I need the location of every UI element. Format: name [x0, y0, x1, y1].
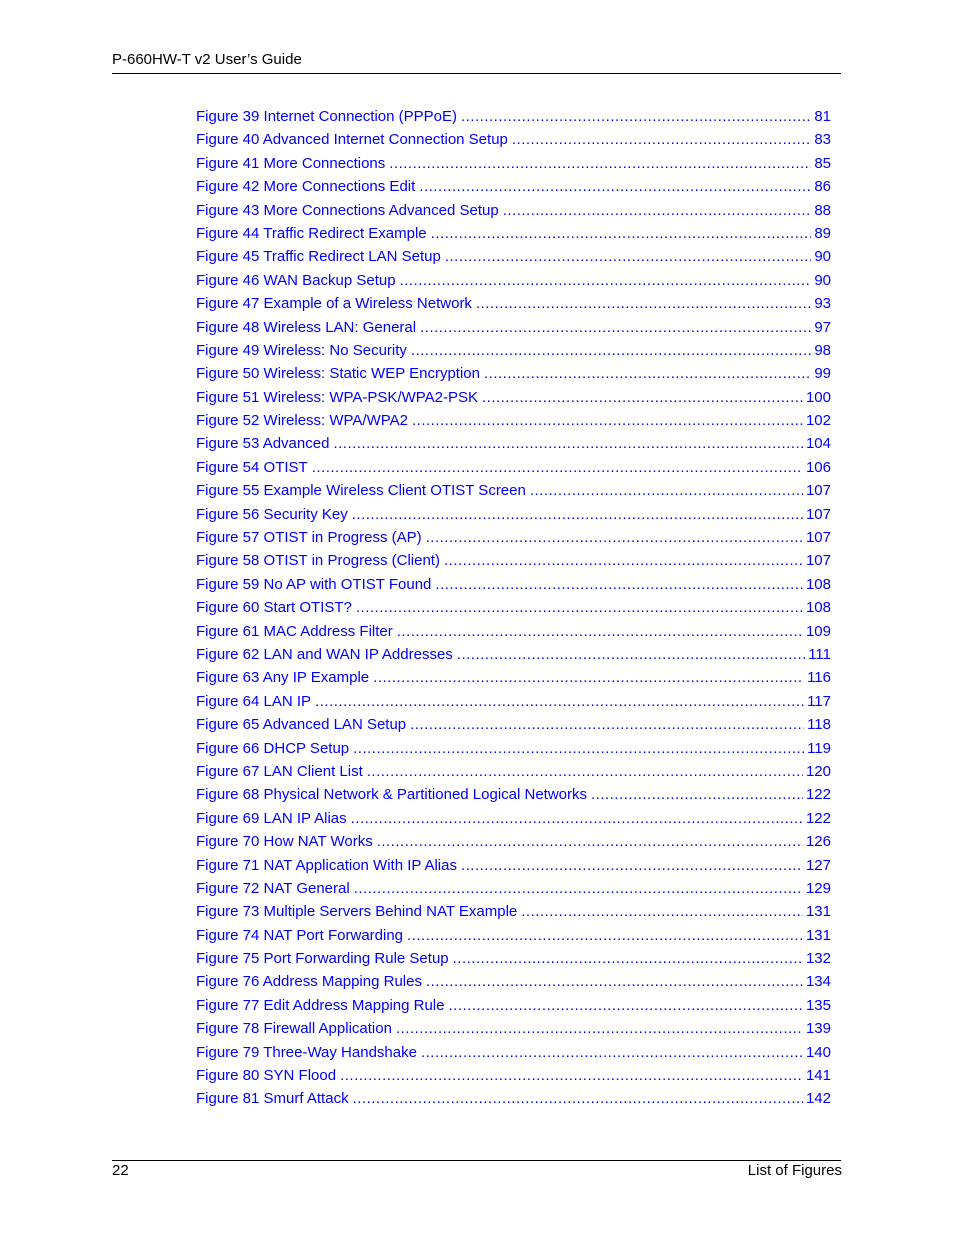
toc-entry-label: Figure 46 WAN Backup Setup: [196, 271, 396, 289]
toc-entry-page-number: 122: [805, 786, 831, 804]
toc-dot-leader: [351, 807, 803, 830]
toc-dot-leader: [521, 900, 803, 923]
toc-entry-label: Figure 70 How NAT Works: [196, 833, 373, 851]
toc-dot-leader: [367, 760, 803, 783]
footer-section-title: List of Figures: [747, 1162, 842, 1179]
toc-entry-link[interactable]: [196, 175, 831, 198]
toc-dot-leader: [315, 690, 804, 713]
toc-entry-page-number: 104: [805, 435, 831, 453]
toc-dot-leader: [340, 1064, 803, 1087]
toc-entry-link[interactable]: [196, 292, 831, 315]
header-divider: [112, 73, 841, 74]
toc-entry-page-number: 106: [805, 458, 831, 476]
toc-entry-link[interactable]: [196, 245, 831, 268]
toc-entry-label: Figure 63 Any IP Example: [196, 669, 370, 687]
toc-entry-page-number: 81: [814, 108, 831, 125]
toc-entry-page-number: 118: [807, 716, 831, 734]
toc-entry-label: Figure 56 Security Key: [196, 505, 348, 523]
toc-entry-label: Figure 59 No AP with OTIST Found: [196, 575, 432, 593]
toc-dot-leader: [591, 783, 803, 806]
toc-entry-label: Figure 41 More Connections: [196, 154, 386, 172]
toc-dot-leader: [389, 152, 811, 175]
toc-entry-link[interactable]: [196, 573, 831, 596]
toc-entry-label: Figure 54 OTIST: [196, 458, 308, 476]
toc-dot-leader: [461, 105, 811, 128]
toc-dot-leader: [435, 573, 803, 596]
toc-dot-leader: [426, 526, 803, 549]
toc-dot-leader: [352, 503, 803, 526]
toc-dot-leader: [444, 549, 803, 572]
toc-entry-page-number: 97: [814, 318, 831, 336]
toc-entry-link[interactable]: [196, 386, 831, 409]
toc-entry-link[interactable]: [196, 596, 831, 619]
toc-entry-page-number: 89: [814, 224, 831, 242]
toc-dot-leader: [453, 947, 803, 970]
toc-entry-link[interactable]: [196, 854, 831, 877]
toc-entry-link[interactable]: [196, 643, 831, 666]
toc-entry-label: Figure 64 LAN IP: [196, 692, 312, 710]
toc-entry-label: Figure 50 Wireless: Static WEP Encryption: [196, 365, 480, 383]
toc-dot-leader: [419, 175, 811, 198]
toc-entry-label: Figure 67 LAN Client List: [196, 762, 363, 780]
toc-entry-page-number: 90: [814, 248, 831, 266]
toc-entry-label: Figure 66 DHCP Setup: [196, 739, 350, 757]
toc-entry-page-number: 119: [807, 739, 831, 757]
toc-dot-leader: [353, 737, 804, 760]
toc-entry-page-number: 83: [814, 131, 831, 149]
toc-entry-label: Figure 57 OTIST in Progress (AP): [196, 529, 422, 547]
toc-entry-page-number: 116: [807, 669, 831, 687]
toc-entry-link[interactable]: [196, 947, 831, 970]
toc-entry-page-number: 117: [807, 692, 831, 710]
toc-entry-page-number: 140: [805, 1043, 831, 1061]
toc-entry-page-number: 86: [814, 178, 831, 196]
toc-entry-link[interactable]: [196, 760, 831, 783]
toc-entry-link[interactable]: [196, 152, 831, 175]
toc-entry-page-number: 98: [814, 341, 831, 359]
toc-entry-page-number: 108: [805, 599, 831, 617]
footer-page-number: 22: [112, 1162, 129, 1179]
toc-entry-page-number: 131: [805, 926, 831, 944]
toc-entry-page-number: 122: [805, 809, 831, 827]
toc-entry-label: Figure 71 NAT Application With IP Alias: [196, 856, 457, 874]
toc-dot-leader: [407, 924, 803, 947]
toc-entry-page-number: 109: [805, 622, 831, 640]
toc-dot-leader: [421, 1041, 803, 1064]
toc-entry-label: Figure 52 Wireless: WPA/WPA2: [196, 412, 408, 430]
toc-entry-link[interactable]: [196, 666, 831, 689]
toc-entry-link[interactable]: [196, 830, 831, 853]
toc-dot-leader: [412, 409, 803, 432]
toc-dot-leader: [503, 199, 812, 222]
toc-entry-link[interactable]: [196, 222, 831, 245]
toc-entry-page-number: 107: [805, 482, 831, 500]
toc-dot-leader: [411, 339, 811, 362]
toc-entry-link[interactable]: [196, 690, 831, 713]
toc-entry-label: Figure 51 Wireless: WPA-PSK/WPA2-PSK: [196, 388, 479, 406]
toc-entry-label: Figure 69 LAN IP Alias: [196, 809, 347, 827]
toc-dot-leader: [356, 596, 803, 619]
toc-entry-page-number: 85: [814, 154, 831, 172]
toc-entry-label: Figure 73 Multiple Servers Behind NAT Example: [196, 903, 518, 921]
toc-entry-link[interactable]: [196, 620, 831, 643]
toc-entry-page-number: 107: [805, 529, 831, 547]
toc-entry-link[interactable]: [196, 339, 831, 362]
toc-entry-link[interactable]: [196, 456, 831, 479]
toc-entry-label: Figure 40 Advanced Internet Connection Setup: [196, 131, 508, 149]
toc-entry-link[interactable]: [196, 409, 831, 432]
toc-entry-label: Figure 72 NAT General: [196, 879, 350, 897]
toc-entry-link[interactable]: [196, 316, 831, 339]
toc-entry-link[interactable]: [196, 269, 831, 292]
toc-entry-page-number: 107: [805, 552, 831, 570]
footer-divider: [112, 1160, 841, 1161]
toc-entry-link[interactable]: [196, 713, 831, 736]
toc-entry-link[interactable]: [196, 432, 831, 455]
toc-entry-page-number: 127: [805, 856, 831, 874]
toc-entry-page-number: 135: [805, 996, 831, 1014]
toc-entry-page-number: 120: [805, 762, 831, 780]
toc-entry-page-number: 99: [814, 365, 831, 383]
toc-entry-page-number: 141: [805, 1067, 831, 1085]
toc-entry-link[interactable]: [196, 970, 831, 993]
toc-dot-leader: [410, 713, 804, 736]
toc-entry-page-number: 88: [814, 201, 831, 219]
toc-entry-link[interactable]: [196, 1041, 831, 1064]
toc-entry-label: Figure 45 Traffic Redirect LAN Setup: [196, 248, 441, 266]
toc-entry-page-number: 134: [805, 973, 831, 991]
toc-dot-leader: [397, 620, 803, 643]
toc-dot-leader: [445, 245, 811, 268]
toc-entry-page-number: 102: [805, 412, 831, 430]
toc-entry-page-number: 131: [805, 903, 831, 921]
toc-dot-leader: [396, 1017, 803, 1040]
toc-entry-label: Figure 65 Advanced LAN Setup: [196, 716, 407, 734]
toc-entry-page-number: 139: [805, 1020, 831, 1038]
toc-entry-label: Figure 55 Example Wireless Client OTIST Screen: [196, 482, 526, 500]
toc-entry-link[interactable]: [196, 479, 831, 502]
toc-dot-leader: [400, 269, 812, 292]
toc-entry-label: Figure 53 Advanced: [196, 435, 330, 453]
toc-entry-page-number: 142: [805, 1090, 831, 1108]
toc-entry-page-number: 132: [805, 950, 831, 968]
toc-entry-label: Figure 42 More Connections Edit: [196, 178, 416, 196]
toc-entry-label: Figure 61 MAC Address Filter: [196, 622, 393, 640]
toc-entry-page-number: 100: [805, 388, 831, 406]
toc-entry-page-number: 108: [805, 575, 831, 593]
toc-entry-label: Figure 77 Edit Address Mapping Rule: [196, 996, 445, 1014]
toc-entry-link[interactable]: [196, 503, 831, 526]
toc-dot-leader: [484, 362, 811, 385]
toc-dot-leader: [353, 1087, 803, 1110]
toc-dot-leader: [530, 479, 803, 502]
toc-dot-leader: [426, 970, 803, 993]
toc-entry-label: Figure 60 Start OTIST?: [196, 599, 352, 617]
toc-entry-label: Figure 58 OTIST in Progress (Client): [196, 552, 440, 570]
toc-entry-label: Figure 62 LAN and WAN IP Addresses: [196, 645, 453, 663]
toc-entry-label: Figure 81 Smurf Attack: [196, 1090, 349, 1108]
toc-entry-label: Figure 80 SYN Flood: [196, 1067, 337, 1085]
toc-entry-label: Figure 43 More Connections Advanced Setup: [196, 201, 499, 219]
toc-entry-label: Figure 76 Address Mapping Rules: [196, 973, 422, 991]
toc-entry-label: Figure 74 NAT Port Forwarding: [196, 926, 404, 944]
toc-dot-leader: [373, 666, 804, 689]
toc-entry-page-number: 129: [805, 879, 831, 897]
toc-entry-link[interactable]: [196, 128, 831, 151]
toc-dot-leader: [476, 292, 811, 315]
toc-dot-leader: [461, 854, 803, 877]
toc-entry-link[interactable]: [196, 877, 831, 900]
toc-entry-link[interactable]: [196, 105, 831, 128]
toc-dot-leader: [312, 456, 803, 479]
toc-dot-leader: [420, 316, 811, 339]
toc-entry-label: Figure 78 Firewall Application: [196, 1020, 392, 1038]
toc-entry-link[interactable]: [196, 526, 831, 549]
toc-entry-label: Figure 49 Wireless: No Security: [196, 341, 407, 359]
toc-entry-link[interactable]: [196, 994, 831, 1017]
toc-dot-leader: [457, 643, 805, 666]
toc-dot-leader: [482, 386, 803, 409]
toc-dot-leader: [512, 128, 811, 151]
toc-entry-page-number: 90: [814, 271, 831, 289]
toc-entry-label: Figure 44 Traffic Redirect Example: [196, 224, 427, 242]
toc-entry-link[interactable]: [196, 783, 831, 806]
toc-dot-leader: [448, 994, 802, 1017]
toc-entry-label: Figure 47 Example of a Wireless Network: [196, 295, 472, 313]
toc-entry-link[interactable]: [196, 199, 831, 222]
toc-dot-leader: [431, 222, 812, 245]
toc-dot-leader: [377, 830, 803, 853]
toc-entry-label: Figure 68 Physical Network & Partitioned Logical Networks: [196, 786, 588, 804]
toc-entry-link[interactable]: [196, 737, 831, 760]
running-header-title: P-660HW-T v2 User’s Guide: [112, 51, 302, 68]
toc-dot-leader: [333, 432, 803, 455]
toc-entry-page-number: 126: [805, 833, 831, 851]
toc-entry-label: Figure 75 Port Forwarding Rule Setup: [196, 950, 449, 968]
toc-entry-link[interactable]: [196, 549, 831, 572]
toc-entry-link[interactable]: [196, 1087, 831, 1110]
list-of-figures: [196, 105, 831, 1111]
toc-entry-link[interactable]: [196, 924, 831, 947]
toc-dot-leader: [354, 877, 803, 900]
toc-entry-link[interactable]: [196, 1017, 831, 1040]
toc-entry-link[interactable]: [196, 807, 831, 830]
toc-entry-link[interactable]: [196, 1064, 831, 1087]
toc-entry-label: Figure 79 Three-Way Handshake: [196, 1043, 417, 1061]
toc-entry-page-number: 107: [805, 505, 831, 523]
toc-entry-link[interactable]: [196, 362, 831, 385]
toc-entry-page-number: 93: [814, 295, 831, 313]
toc-entry-label: Figure 48 Wireless LAN: General: [196, 318, 417, 336]
toc-entry-label: Figure 39 Internet Connection (PPPoE): [196, 108, 457, 125]
toc-entry-page-number: 111: [808, 645, 831, 663]
toc-entry-link[interactable]: [196, 900, 831, 923]
